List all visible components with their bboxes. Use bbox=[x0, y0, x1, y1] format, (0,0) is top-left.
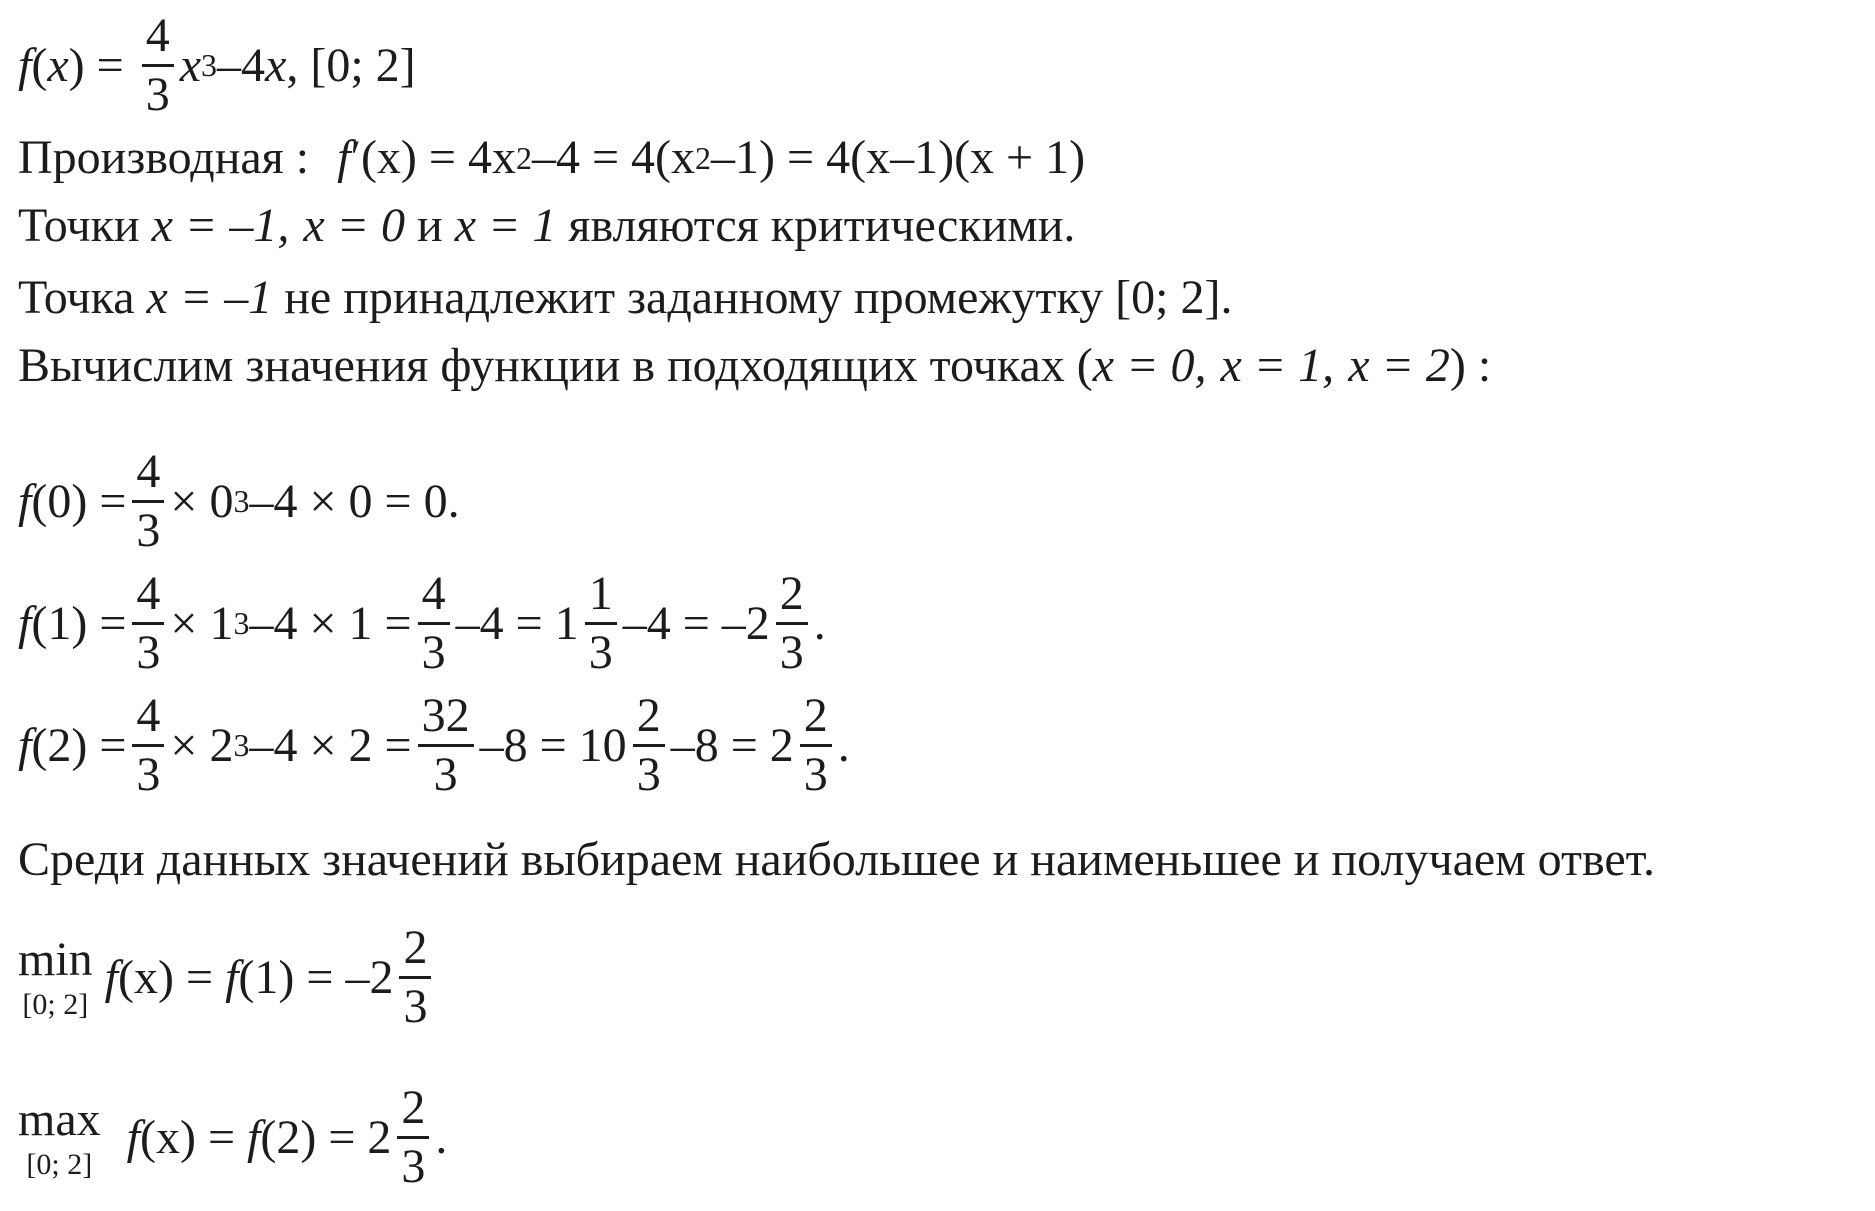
max-expr-1: (x) = bbox=[139, 1110, 236, 1164]
fraction-numerator: 1 bbox=[588, 567, 613, 620]
linear-variable: x bbox=[265, 38, 287, 92]
fraction-numerator: 2 bbox=[403, 921, 428, 974]
critical-text-end: являются критическими. bbox=[556, 199, 1076, 252]
excluded-point-line bbox=[18, 268, 1232, 328]
f0-argument: (0) = bbox=[31, 474, 127, 528]
fraction bbox=[776, 568, 808, 679]
fraction-denominator: 3 bbox=[803, 747, 828, 801]
min-expr-2: (1) = –2 bbox=[238, 950, 394, 1004]
fraction-bar bbox=[776, 622, 808, 625]
derivative-expr-part2: –4 = 4(x bbox=[531, 131, 696, 184]
critical-point-3: x = 1 bbox=[454, 199, 557, 252]
fraction bbox=[800, 690, 832, 801]
function-symbol: f bbox=[104, 950, 119, 1004]
min-word: min bbox=[18, 933, 93, 987]
function-symbol: f bbox=[18, 474, 32, 528]
excluded-text-start: Точка bbox=[18, 271, 147, 324]
fraction-denominator: 3 bbox=[779, 625, 804, 679]
critical-points-line bbox=[18, 196, 1075, 256]
f1-term-4: –4 = –2 bbox=[622, 596, 770, 650]
fraction bbox=[132, 568, 164, 679]
fraction-numerator: 2 bbox=[779, 567, 804, 620]
derivative-line: Производная : f ′(x) = 4x 2 –4 = 4(x 2 –1) = 4(x–1)(x + 1) bbox=[18, 128, 1085, 188]
paren-open: ( bbox=[31, 38, 48, 92]
fraction-denominator: 3 bbox=[145, 67, 170, 121]
fraction-bar bbox=[418, 744, 474, 747]
fraction-numerator: 4 bbox=[145, 9, 170, 62]
fraction-bar bbox=[633, 744, 665, 747]
f2-term-4: –8 = 2 bbox=[670, 718, 794, 772]
fraction-numerator: 4 bbox=[136, 567, 161, 620]
min-interval: [0; 2] bbox=[22, 988, 89, 1022]
interval: , [0; 2] bbox=[286, 38, 416, 92]
derivative-expr-part1: ′(x) = 4x bbox=[350, 131, 516, 184]
fraction-bar bbox=[399, 976, 431, 979]
cube-base: x bbox=[179, 38, 202, 92]
eval-point-2: x = 1, bbox=[1220, 339, 1335, 392]
function-symbol: f bbox=[225, 950, 239, 1004]
derivative-function-symbol: f bbox=[337, 131, 351, 184]
conclusion-line bbox=[18, 830, 1655, 890]
fraction-denominator: 3 bbox=[588, 625, 613, 679]
min-expr-1: (x) = bbox=[118, 950, 214, 1004]
max-expr-2: (2) = 2 bbox=[260, 1110, 392, 1164]
fraction bbox=[418, 690, 474, 801]
paren-close: ) bbox=[68, 38, 85, 92]
fraction-denominator: 3 bbox=[136, 625, 161, 679]
eval-point-3: x = 2 bbox=[1348, 339, 1450, 392]
fraction bbox=[418, 568, 450, 679]
f0-evaluation: f (0) = $\frac{4}{3}$ × 0 3 –4 × 0 = 0. bbox=[18, 445, 460, 557]
fraction-numerator: 2 bbox=[803, 689, 828, 742]
fraction-bar bbox=[132, 622, 164, 625]
fraction-bar bbox=[132, 744, 164, 747]
f0-result: –4 × 0 = 0. bbox=[249, 474, 460, 528]
conclusion-text: Среди данных значений выбираем наибольшее и наименьшее и получаем ответ. bbox=[18, 833, 1655, 886]
linear-term: –4 bbox=[217, 38, 266, 92]
f2-term-3: –8 = 10 bbox=[479, 718, 627, 772]
critical-text-start: Точки bbox=[18, 199, 152, 252]
f2-argument: (2) = bbox=[31, 718, 127, 772]
fraction-bar bbox=[418, 622, 450, 625]
function-symbol: f bbox=[126, 1110, 140, 1164]
max-operator bbox=[18, 1092, 101, 1182]
min-answer bbox=[18, 922, 437, 1033]
fraction-denominator: 3 bbox=[421, 625, 446, 679]
f1-evaluation: f (1) = $\frac{4}{3}$ × 1 3 –4 × 1 = $\frac{4}{3}$ –4 = 1 $\frac{1}{3}$ –4 = –2 $\frac{2}{3}$ . bbox=[18, 567, 826, 679]
min-operator bbox=[18, 932, 93, 1022]
fraction-bar bbox=[800, 744, 832, 747]
fraction-bar bbox=[585, 622, 617, 625]
f1-term-2: –4 × 1 = bbox=[249, 596, 412, 650]
equals-sign: = bbox=[96, 38, 124, 92]
compute-end: ) : bbox=[1449, 339, 1492, 392]
f2-term-2: –4 × 2 = bbox=[249, 718, 412, 772]
excluded-point: x = –1 bbox=[146, 271, 273, 324]
function-symbol: f bbox=[18, 596, 32, 650]
fraction bbox=[132, 690, 164, 801]
f1-argument: (1) = bbox=[31, 596, 127, 650]
f2-evaluation: f (2) = $\frac{4}{3}$ × 2 3 –4 × 2 = $\frac{32}{3}$ –8 = 10 $\frac{2}{3}$ –8 = 2 $\frac{2}{3}$ . bbox=[18, 689, 850, 801]
fraction-numerator: 4 bbox=[421, 567, 446, 620]
fraction bbox=[585, 568, 617, 679]
function-symbol: f bbox=[247, 1110, 261, 1164]
fraction-bar bbox=[142, 64, 174, 67]
critical-point-2: x = 0 bbox=[303, 199, 406, 252]
fraction-denominator: 3 bbox=[401, 1139, 426, 1193]
fraction-numerator: 32 bbox=[421, 689, 470, 742]
fraction-denominator: 3 bbox=[136, 503, 161, 557]
f0-term: × 0 bbox=[170, 474, 234, 528]
fraction bbox=[399, 922, 431, 1033]
fraction-numerator: 4 bbox=[136, 445, 161, 498]
max-word: max bbox=[18, 1093, 101, 1147]
fraction-bar bbox=[397, 1136, 429, 1139]
f1-term: × 1 bbox=[170, 596, 234, 650]
fraction-numerator: 2 bbox=[401, 1081, 426, 1134]
derivative-label: Производная : bbox=[18, 131, 310, 184]
fraction-numerator: 4 bbox=[136, 689, 161, 742]
function-symbol: f bbox=[18, 38, 32, 92]
fraction-coef bbox=[142, 10, 174, 121]
problem-statement: f ( x ) = $\frac{4}{3}$ x 3 –4 x , [0; 2] bbox=[18, 9, 416, 121]
fraction-denominator: 3 bbox=[433, 747, 458, 801]
variable: x bbox=[47, 38, 69, 92]
excluded-text-end: не принадлежит заданному промежутку [0; 2]. bbox=[272, 271, 1233, 324]
f1-period: . bbox=[813, 596, 826, 650]
max-answer bbox=[18, 1082, 447, 1193]
max-period: . bbox=[435, 1110, 448, 1164]
eval-point-1: x = 0, bbox=[1092, 339, 1207, 392]
fraction-denominator: 3 bbox=[136, 747, 161, 801]
fraction-denominator: 3 bbox=[403, 979, 428, 1033]
critical-point-1: x = –1, bbox=[151, 199, 290, 252]
derivative-expr-part3: –1) = 4(x–1)(x + 1) bbox=[711, 131, 1086, 184]
f2-period: . bbox=[837, 718, 850, 772]
f2-term: × 2 bbox=[170, 718, 234, 772]
fraction-denominator: 3 bbox=[636, 747, 661, 801]
f1-term-3: –4 = 1 bbox=[455, 596, 579, 650]
function-symbol: f bbox=[18, 718, 32, 772]
conjunction: и bbox=[405, 199, 455, 252]
fraction bbox=[633, 690, 665, 801]
fraction bbox=[132, 446, 164, 557]
compute-line bbox=[18, 336, 1491, 396]
fraction-numerator: 2 bbox=[636, 689, 661, 742]
compute-text: Вычислим значения функции в подходящих точках ( bbox=[18, 339, 1093, 392]
fraction bbox=[397, 1082, 429, 1193]
fraction-bar bbox=[132, 500, 164, 503]
max-interval: [0; 2] bbox=[26, 1148, 93, 1182]
